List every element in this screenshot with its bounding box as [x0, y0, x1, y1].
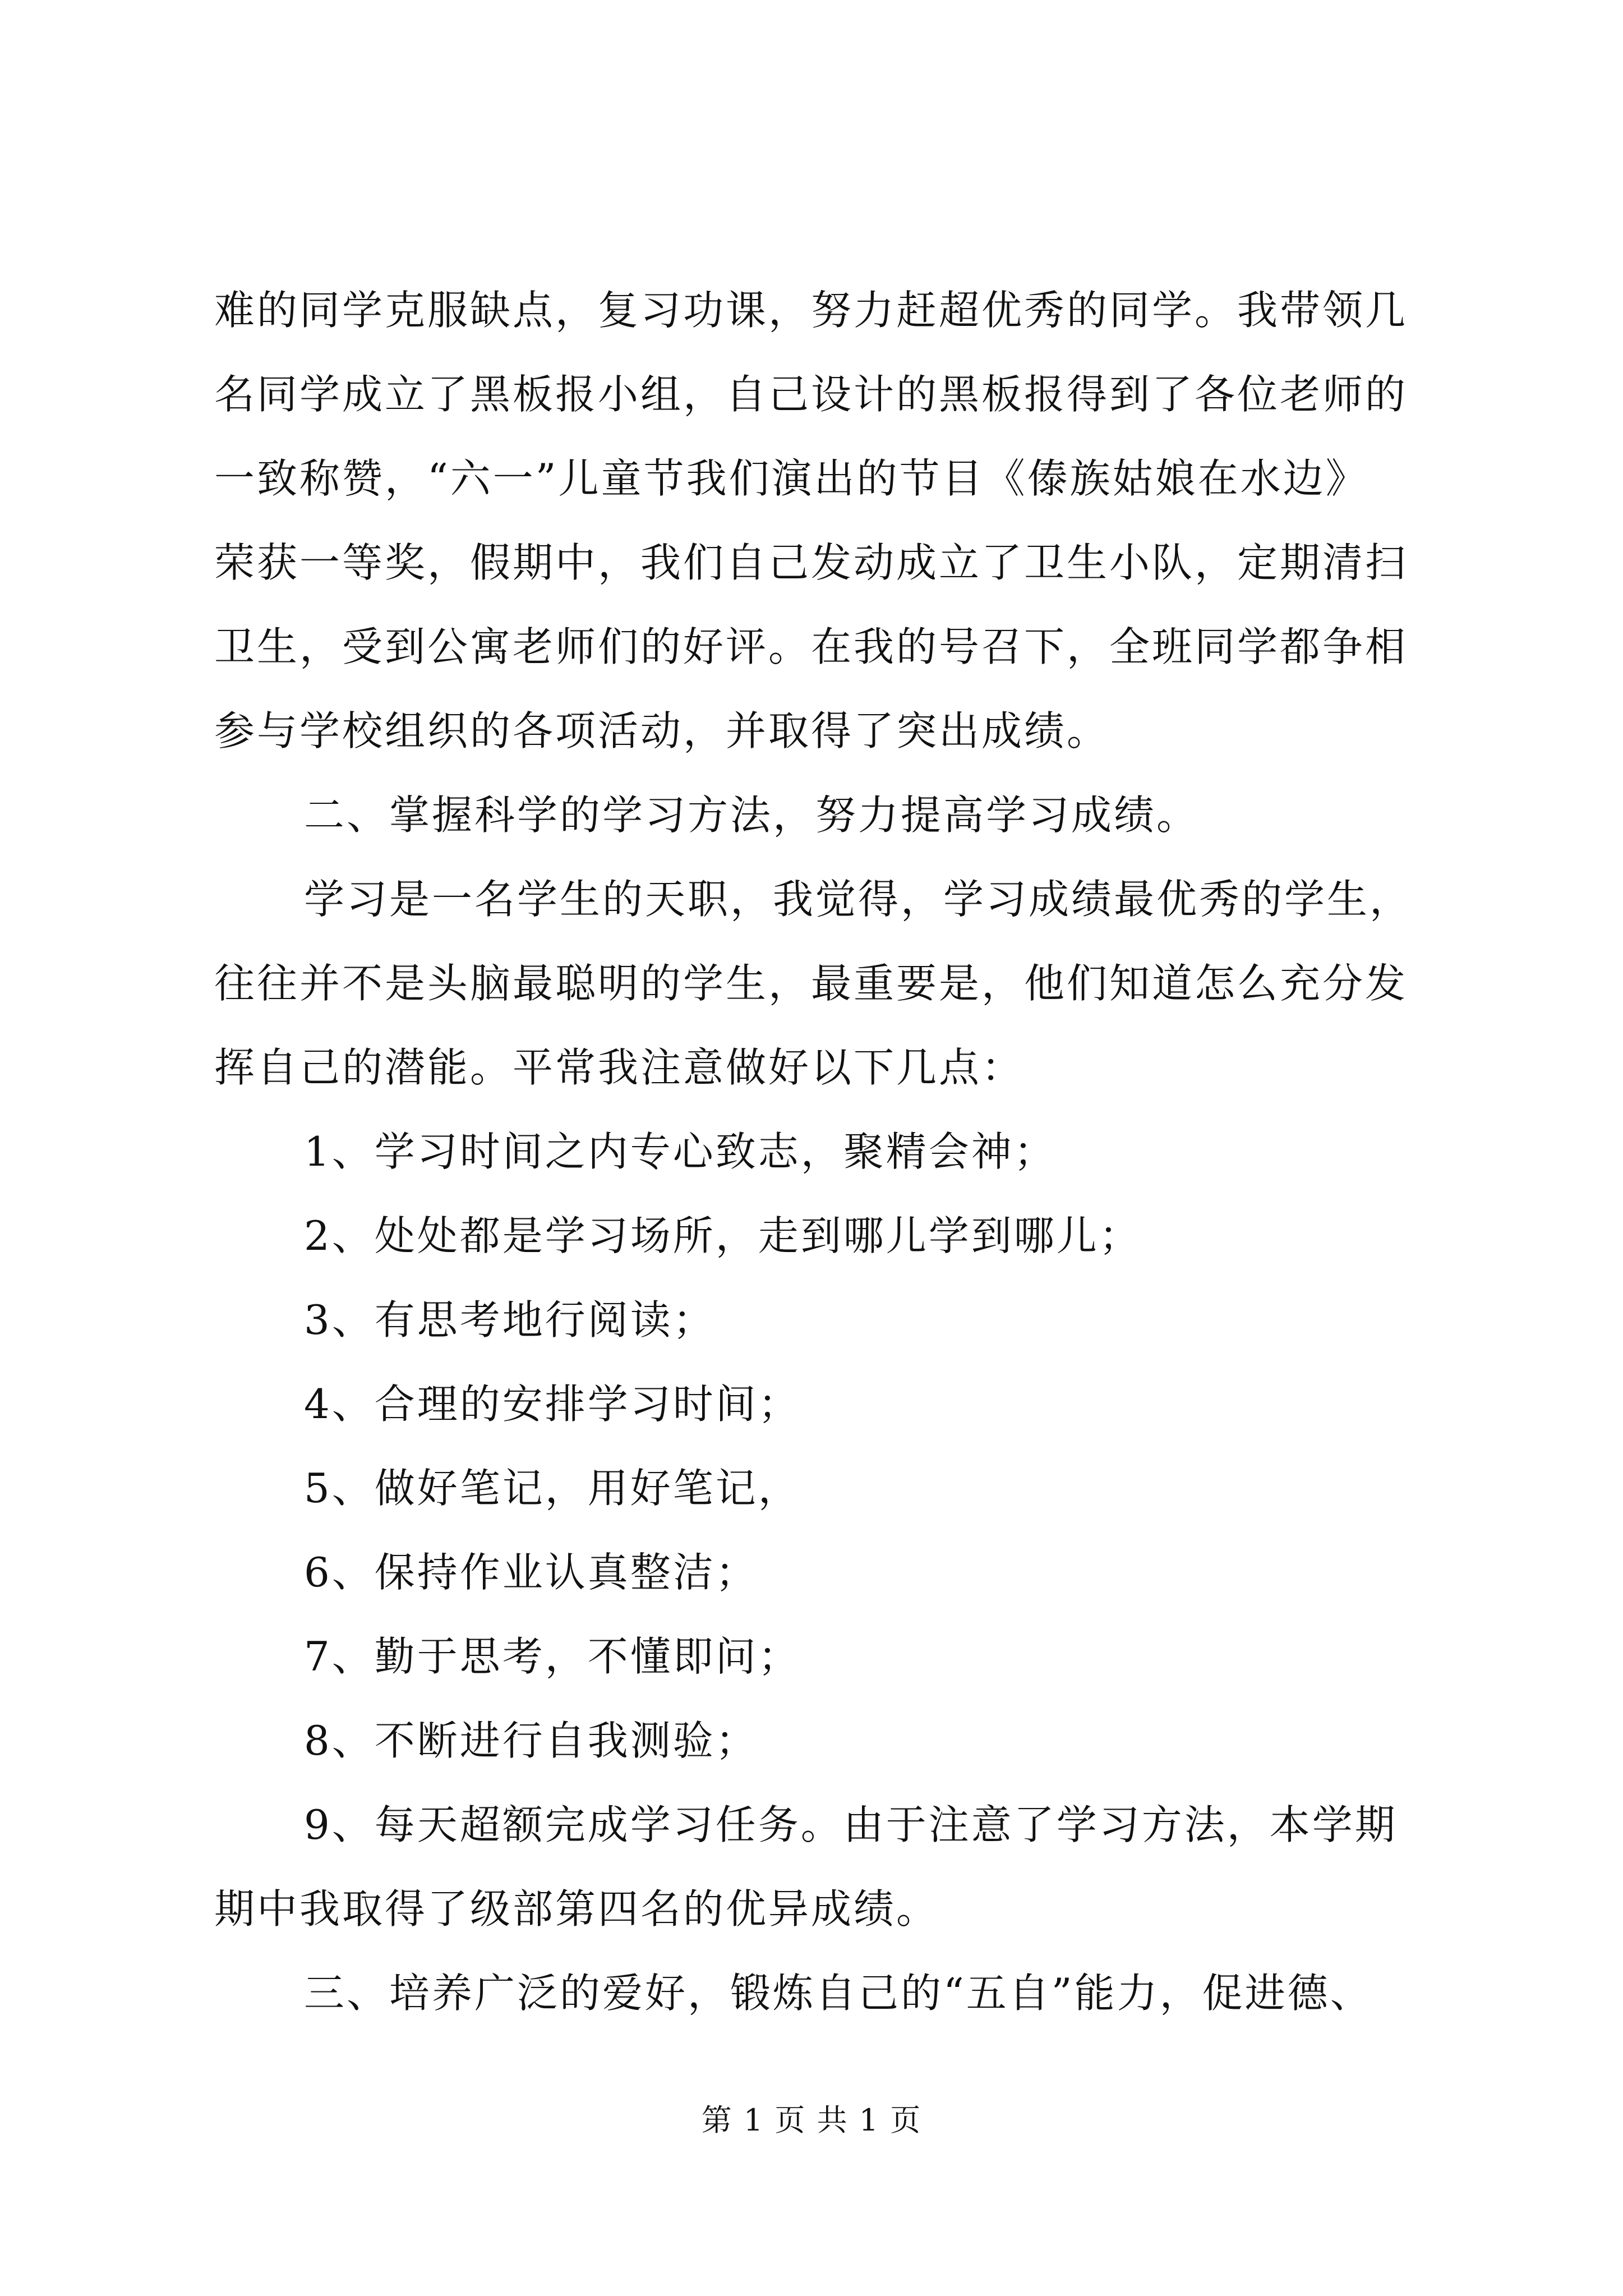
page-footer: 第 1 页 共 1 页 — [701, 2102, 922, 2138]
list-item: 1、学习时间之内专心致志，聚精会神； — [304, 1128, 1057, 1175]
list-item: 3、有思考地行阅读； — [304, 1296, 716, 1343]
text-line: 荣获一等奖，假期中，我们自己发动成立了卫生小队，定期清扫 — [214, 539, 1408, 586]
text-line: 难的同学克服缺点，复习功课，努力赶超优秀的同学。我带领几 — [214, 287, 1408, 334]
text-line: 卫生，受到公寓老师们的好评。在我的号召下，全班同学都争相 — [214, 623, 1408, 670]
text-line: 学习是一名学生的天职，我觉得，学习成绩最优秀的学生， — [304, 876, 1413, 923]
list-item: 9、每天超额完成学习任务。由于注意了学习方法，本学期 — [304, 1801, 1398, 1848]
text-line: 一致称赞，“六一”儿童节我们演出的节目《傣族姑娘在水边》 — [214, 455, 1368, 502]
list-item: 2、处处都是学习场所，走到哪儿学到哪儿； — [304, 1212, 1142, 1259]
list-item: 4、合理的安排学习时间； — [304, 1381, 801, 1428]
document-body — [214, 268, 1426, 2035]
list-item: 5、做好笔记，用好笔记， — [304, 1465, 801, 1512]
list-item: 8、不断进行自我测验； — [304, 1717, 758, 1764]
text-line: 往往并不是头脑最聪明的学生，最重要是，他们知道怎么充分发 — [214, 960, 1408, 1007]
text-line: 参与学校组织的各项活动，并取得了突出成绩。 — [214, 707, 1110, 754]
section-heading: 三、培养广泛的爱好，锻炼自己的“五自”能力，促进德、 — [304, 1970, 1373, 2017]
section-heading: 二、掌握科学的学习方法，努力提高学习成绩。 — [304, 792, 1200, 839]
text-line: 挥自己的潜能。平常我注意做好以下几点： — [214, 1044, 1025, 1091]
list-item: 7、勤于思考，不懂即问； — [304, 1633, 801, 1680]
list-item: 6、保持作业认真整洁； — [304, 1549, 758, 1596]
text-line: 名同学成立了黑板报小组，自己设计的黑板报得到了各位老师的 — [214, 371, 1408, 418]
text-line: 期中我取得了级部第四名的优异成绩。 — [214, 1885, 939, 1932]
